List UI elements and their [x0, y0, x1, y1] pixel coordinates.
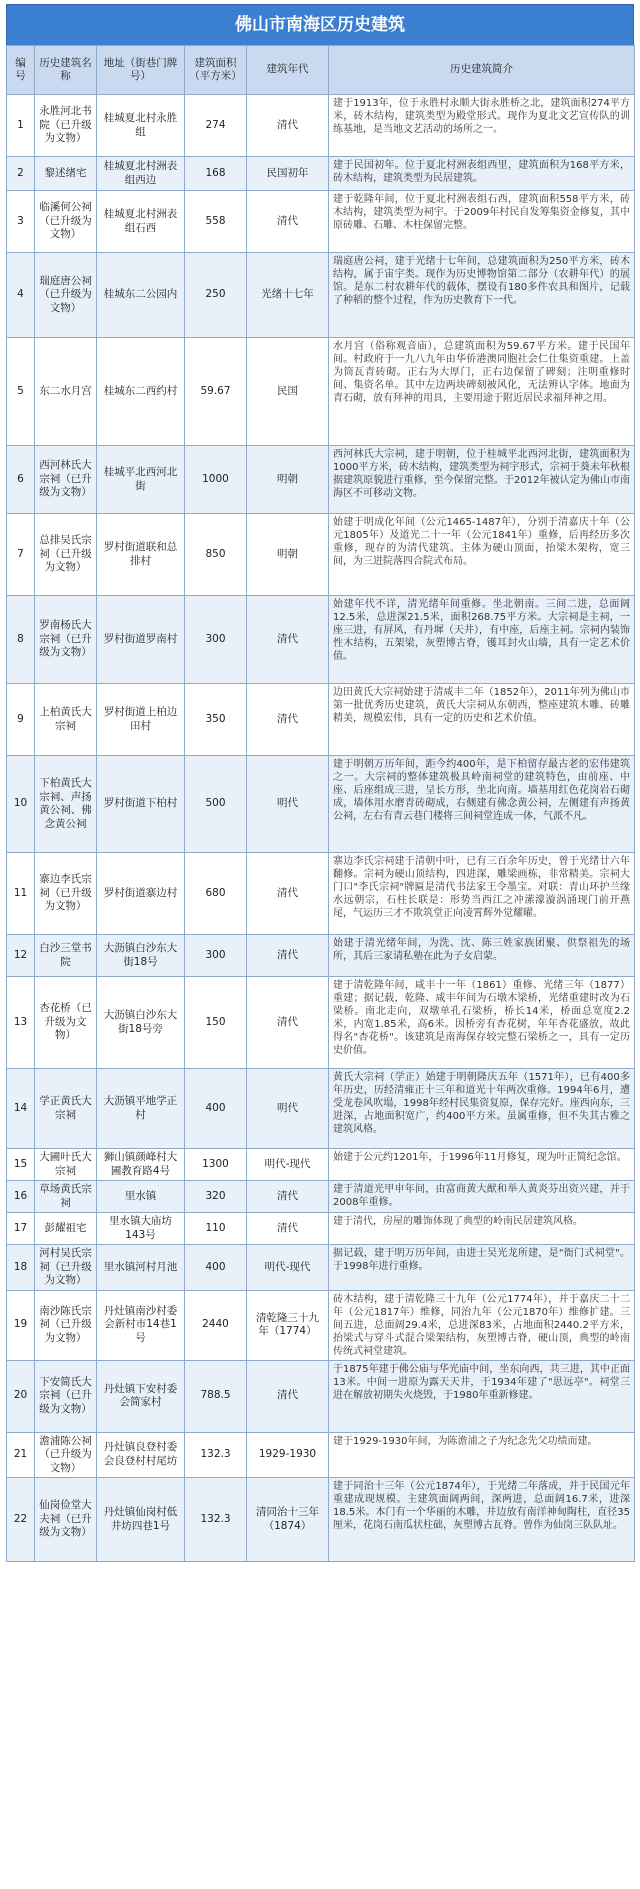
cell-area: 850 — [185, 514, 247, 596]
table-row — [7, 596, 635, 684]
cell-no: 20 — [7, 1360, 35, 1432]
cell-area: 168 — [185, 157, 247, 191]
cell-name: 彭耀祖宅 — [35, 1213, 97, 1245]
cell-address: 罗村街道罗南村 — [97, 596, 185, 684]
cell-name: 上柏黄氏大宗祠 — [35, 684, 97, 756]
cell-name: 澹浦陈公祠（已升级为文物） — [35, 1432, 97, 1478]
cell-area: 500 — [185, 756, 247, 853]
cell-address: 罗村街道下柏村 — [97, 756, 185, 853]
cell-name: 永胜河北书院（已升级为文物） — [35, 95, 97, 157]
cell-area: 300 — [185, 935, 247, 977]
cell-description: 砖木结构，建于清乾隆三十九年（公元1774年），并于嘉庆二十二年（公元1817年）维修，同治九年（公元1870年）维修扩建。三间五进，总面阔29.4米，总进深83米，占地面积2440.2平方米，抬梁式与穿斗式混合梁架结构，灰塑博古脊，硬山顶，典型的岭南传统式祠堂建筑。 — [329, 1290, 635, 1360]
cell-address: 桂城夏北村洲表组石西 — [97, 191, 185, 253]
table-row — [7, 1360, 635, 1432]
cell-no: 13 — [7, 977, 35, 1069]
cell-name: 仙岗俭堂大夫祠（已升级为文物） — [35, 1478, 97, 1562]
cell-no: 5 — [7, 338, 35, 446]
cell-area: 788.5 — [185, 1360, 247, 1432]
cell-description: 始建于清光绪年间，为洗、沈、陈三姓家族团聚、供祭祖先的场所，其后三家请私塾在此为子女启蒙。 — [329, 935, 635, 977]
cell-address: 里水镇 — [97, 1181, 185, 1213]
table-row — [7, 1478, 635, 1562]
table-row — [7, 1432, 635, 1478]
table-row — [7, 446, 635, 514]
header-no: 编号 — [7, 46, 35, 95]
cell-address: 丹灶镇南沙村委会新村市14巷1号 — [97, 1290, 185, 1360]
table-row — [7, 95, 635, 157]
header-area: 建筑面积（平方米） — [185, 46, 247, 95]
heritage-buildings-table — [6, 45, 635, 1562]
cell-era: 明代-现代 — [247, 1149, 329, 1181]
cell-name: 寨边李氏宗祠（已升级为文物） — [35, 853, 97, 935]
table-row — [7, 977, 635, 1069]
table-row — [7, 514, 635, 596]
cell-address: 大沥镇白沙东大街18号 — [97, 935, 185, 977]
header-name: 历史建筑名称 — [35, 46, 97, 95]
cell-no: 4 — [7, 253, 35, 338]
table-row — [7, 756, 635, 853]
cell-era: 清代 — [247, 853, 329, 935]
cell-era: 清代 — [247, 95, 329, 157]
cell-no: 6 — [7, 446, 35, 514]
cell-address: 罗村街道上柏边田村 — [97, 684, 185, 756]
cell-description: 始建年代不详，清光绪年间重修。坐北朝南。三间二进，总面阔12.5米，总进深21.5米，面积268.75平方米。大宗祠是主祠，一座三进，有屏风，有丹墀（天井），有中座，后座主祠。宗祠内装饰性木结构，五架梁，灰塑博古脊，镬耳封火山墙，具有一定艺术价值。 — [329, 596, 635, 684]
cell-name: 学正黄氏大宗祠 — [35, 1069, 97, 1149]
cell-no: 11 — [7, 853, 35, 935]
header-address: 地址（街巷门牌号） — [97, 46, 185, 95]
cell-address: 丹灶镇良登村委会良登村村尾坊 — [97, 1432, 185, 1478]
cell-era: 明朝 — [247, 446, 329, 514]
cell-address: 狮山镇颜峰村大圃教育路4号 — [97, 1149, 185, 1181]
cell-description: 边田黄氏大宗祠始建于清咸丰二年（1852年），2011年列为佛山市第一批优秀历史建筑，黄氏大宗祠从东朝西，整座建筑木雕、砖雕精美，规模宏伟，具有一定的历史和艺术价值。 — [329, 684, 635, 756]
cell-era: 明代-现代 — [247, 1245, 329, 1291]
cell-no: 16 — [7, 1181, 35, 1213]
cell-address: 罗村街道寨边村 — [97, 853, 185, 935]
cell-description: 建于明朝万历年间，距今约400年，是下柏留存最古老的宏伟建筑之一。大宗祠的整体建筑极具岭南祠堂的建筑特色，由前座、中座、后座组成三进，呈长方形，坐北向南。墙基用红色花岗岩石砌成，墙体用水磨青砖砌成，右侧建有佛念黄公祠，左侧建有声扬黄公祠，左右有青云巷门楼将三间祠堂连成一体，气派不凡。 — [329, 756, 635, 853]
table-row — [7, 935, 635, 977]
cell-no: 14 — [7, 1069, 35, 1149]
cell-description: 瑞庭唐公祠，建于光绪十七年间，总建筑面积为250平方米，砖木结构，属于宙宇类。现作为历史博物馆第二部分（农耕年代）的展馆。是东二村农耕年代的载体，摆设有180多件农具和图片，记载了种稻的整个过程，作为历史教育下一代。 — [329, 253, 635, 338]
table-row — [7, 684, 635, 756]
cell-description: 于1875年建于佛公庙与华光庙中间，坐东向西，共三进，其中正面13米。中间一进原为露天天井，于1934年建了"思远亭"。祠堂三进在解放初期失火烧毁，于1980年重新修建。 — [329, 1360, 635, 1432]
cell-era: 清代 — [247, 684, 329, 756]
cell-no: 8 — [7, 596, 35, 684]
cell-description: 始建于明成化年间（公元1465-1487年），分别于清嘉庆十年（公元1805年）及道光二十一年（公元1841年）重修，后再经历多次重修，现存的为清代建筑。主体为硬山顶面，抬梁木架构，宽三间，为三进院落四合院式布局。 — [329, 514, 635, 596]
cell-address: 桂城东二公园内 — [97, 253, 185, 338]
cell-name: 罗南杨氏大宗祠（已升级为文物） — [35, 596, 97, 684]
cell-name: 大圃叶氏大宗祠 — [35, 1149, 97, 1181]
cell-no: 22 — [7, 1478, 35, 1562]
cell-name: 下安简氏大宗祠（已升级为文物） — [35, 1360, 97, 1432]
cell-description: 建于清乾隆年间，咸丰十一年（1861）重修、光绪三年（1877）重建；据记载，乾隆、咸丰年间为石墩木梁桥，光绪重建时改为石梁桥。南北走向，双墩单孔石梁桥，桥长14米，桥面总宽度2.2米，内宽1.85米，高6米。因桥旁有杏花树，年年杏花盛放，故此得名"杏花桥"。该建筑是南海保存较完整石梁桥之一，具有一定历史价值。 — [329, 977, 635, 1069]
cell-name: 临溪何公祠（已升级为文物） — [35, 191, 97, 253]
cell-no: 17 — [7, 1213, 35, 1245]
cell-area: 132.3 — [185, 1432, 247, 1478]
cell-description: 西河林氏大宗祠，建于明朝，位于桂城平北西河北街，建筑面积为1000平方米，砖木结构，建筑类型为祠宇形式，宗祠于葵未年秋根据建筑原貌进行重修，至今保留完整。于2012年被认定为佛山市南海区不可移动文物。 — [329, 446, 635, 514]
table-row — [7, 253, 635, 338]
cell-address: 丹灶镇仙岗村低井坊四巷1号 — [97, 1478, 185, 1562]
cell-era: 民国 — [247, 338, 329, 446]
cell-era: 清代 — [247, 1213, 329, 1245]
table-row — [7, 1069, 635, 1149]
cell-address: 桂城平北西河北街 — [97, 446, 185, 514]
cell-era: 明代 — [247, 1069, 329, 1149]
cell-address: 里水镇河村月池 — [97, 1245, 185, 1291]
cell-area: 59.67 — [185, 338, 247, 446]
cell-address: 里水镇大庙坊143号 — [97, 1213, 185, 1245]
cell-area: 2440 — [185, 1290, 247, 1360]
cell-no: 2 — [7, 157, 35, 191]
cell-era: 清代 — [247, 596, 329, 684]
cell-era: 清同治十三年（1874） — [247, 1478, 329, 1562]
cell-description: 水月宫（俗称观音庙），总建筑面积为59.67平方米。建于民国年间。村政府于一九八九年由华侨港澳同胞社会仁仕集资重建。上盖为筒瓦青砖砌。正右为大厚门，正右边保留了碑刻；注明重修时间、集资名单。其中左边两块碑刻被风化，无法辨认字体。地面为青石砌，放有拜神的用具，主要用途于附近居民求福拜神之用。 — [329, 338, 635, 446]
cell-description: 始建于公元约1201年，于1996年11月修复，现为叶正简纪念馆。 — [329, 1149, 635, 1181]
table-row — [7, 1245, 635, 1291]
cell-description: 建于同治十三年（公元1874年），于光绪二年落成，并于民国元年重建成现规模。主建筑面阔两间，深两进，总面阔16.7米，进深18.5米。本门有一个华丽的木雕，井边放有南洋神甸陶柱，直径35厘米，花岗石南瓜状柱础，灰塑博古瓦脊。曾作为仙岗三队队址。 — [329, 1478, 635, 1562]
cell-no: 12 — [7, 935, 35, 977]
table-row — [7, 1213, 635, 1245]
cell-name: 南沙陈氏宗祠（已升级为文物） — [35, 1290, 97, 1360]
table-row — [7, 1290, 635, 1360]
cell-name: 黎述绪宅 — [35, 157, 97, 191]
cell-area: 558 — [185, 191, 247, 253]
table-row — [7, 191, 635, 253]
cell-address: 桂城夏北村永胜组 — [97, 95, 185, 157]
cell-area: 132.3 — [185, 1478, 247, 1562]
cell-era: 清乾隆三十九年（1774） — [247, 1290, 329, 1360]
cell-address: 桂城东二西约村 — [97, 338, 185, 446]
cell-area: 1000 — [185, 446, 247, 514]
cell-area: 300 — [185, 596, 247, 684]
cell-address: 大沥镇白沙东大街18号旁 — [97, 977, 185, 1069]
table-row — [7, 338, 635, 446]
cell-era: 民国初年 — [247, 157, 329, 191]
cell-name: 东二水月宫 — [35, 338, 97, 446]
cell-era: 清代 — [247, 935, 329, 977]
cell-address: 大沥镇平地学正村 — [97, 1069, 185, 1149]
table-row — [7, 157, 635, 191]
cell-era: 1929-1930 — [247, 1432, 329, 1478]
table-row — [7, 853, 635, 935]
cell-name: 杏花桥（已升级为文物） — [35, 977, 97, 1069]
heritage-table-sheet — [6, 4, 634, 1562]
cell-address: 丹灶镇下安村委会简家村 — [97, 1360, 185, 1432]
cell-no: 3 — [7, 191, 35, 253]
cell-area: 110 — [185, 1213, 247, 1245]
cell-name: 下柏黄氏大宗祠、声扬黄公祠、佛念黄公祠 — [35, 756, 97, 853]
cell-area: 1300 — [185, 1149, 247, 1181]
cell-address: 桂城夏北村洲表组西边 — [97, 157, 185, 191]
cell-area: 400 — [185, 1069, 247, 1149]
cell-no: 18 — [7, 1245, 35, 1291]
cell-name: 草场黄氏宗祠 — [35, 1181, 97, 1213]
cell-description: 黄氏大宗祠（学正）始建于明朝隆庆五年（1571年），已有400多年历史，历经清雍正十三年和道光十年两次重修。1994年6月，遭受龙卷风吹塌，1998年经村民集资复原，保存完好。座西向东，三进深，占地面积宽广，约400平方米。虽属重修，但不失其古雅之建筑风格。 — [329, 1069, 635, 1149]
cell-address: 罗村街道联和总排村 — [97, 514, 185, 596]
cell-name: 总排吴氏宗祠（已升级为文物） — [35, 514, 97, 596]
cell-description: 建于清代，房屋的雕饰体现了典型的岭南民居建筑风格。 — [329, 1213, 635, 1245]
table-row — [7, 1181, 635, 1213]
page-title: 佛山市南海区历史建筑 — [6, 4, 634, 45]
cell-era: 清代 — [247, 1181, 329, 1213]
cell-no: 9 — [7, 684, 35, 756]
cell-era: 清代 — [247, 977, 329, 1069]
cell-area: 150 — [185, 977, 247, 1069]
cell-area: 274 — [185, 95, 247, 157]
table-header-row — [7, 46, 635, 95]
cell-area: 350 — [185, 684, 247, 756]
cell-description: 建于清道光甲申年间，由富商黄大猷和举人黄炎芬出资兴建，并于2008年重修。 — [329, 1181, 635, 1213]
cell-description: 建于民国初年。位于夏北村洲表组西里，建筑面积为168平方米，砖木结构，建筑类型为民居建筑。 — [329, 157, 635, 191]
cell-no: 10 — [7, 756, 35, 853]
cell-no: 15 — [7, 1149, 35, 1181]
cell-no: 21 — [7, 1432, 35, 1478]
cell-area: 400 — [185, 1245, 247, 1291]
cell-name: 河村吴氏宗祠（已升级为文物） — [35, 1245, 97, 1291]
cell-era: 光绪十七年 — [247, 253, 329, 338]
cell-area: 680 — [185, 853, 247, 935]
cell-description: 建于1913年，位于永胜村永顺大街永胜桥之北，建筑面积274平方米，砖木结构，建筑类型为殿堂形式。现作为夏北文艺宣传队的训练基地，是当地文艺活动的场所之一。 — [329, 95, 635, 157]
cell-description: 据记载，建于明万历年间，由进士吴光龙所建，是"衙门式祠堂"。于1998年进行重修。 — [329, 1245, 635, 1291]
cell-era: 明代 — [247, 756, 329, 853]
cell-no: 19 — [7, 1290, 35, 1360]
cell-name: 西河林氏大宗祠（已升级为文物） — [35, 446, 97, 514]
cell-no: 1 — [7, 95, 35, 157]
header-era: 建筑年代 — [247, 46, 329, 95]
cell-area: 320 — [185, 1181, 247, 1213]
header-description: 历史建筑简介 — [329, 46, 635, 95]
cell-era: 清代 — [247, 191, 329, 253]
cell-area: 250 — [185, 253, 247, 338]
cell-era: 清代 — [247, 1360, 329, 1432]
cell-description: 建于乾隆年间，位于夏北村洲表组石西，建筑面积558平方米，砖木结构，建筑类型为祠宇。于2009年村民自发筹集资金修复，其中原砖雕、石雕、木柱保留完整。 — [329, 191, 635, 253]
cell-description: 寨边李氏宗祠建于清朝中叶，已有三百余年历史，曾于光绪廿六年翻修。宗祠为硬山顶结构，四进深，雕梁画栋，非常精美。宗祠大门口"李氏宗祠"牌匾是清代书法家王令墨宝。对联：青山环护兰缘水远朝宗，石柱长联是：形势当西江之冲潆濛漩涡涌现门前开燕尾，气运历三才不欺筑堂正向凌霄辉外觉耀曜。 — [329, 853, 635, 935]
cell-era: 明朝 — [247, 514, 329, 596]
cell-name: 瑞庭唐公祠（已升级为文物） — [35, 253, 97, 338]
cell-no: 7 — [7, 514, 35, 596]
table-row — [7, 1149, 635, 1181]
cell-description: 建于1929-1930年间，为陈澹浦之子为纪念先父功绩而建。 — [329, 1432, 635, 1478]
cell-name: 白沙三堂书院 — [35, 935, 97, 977]
